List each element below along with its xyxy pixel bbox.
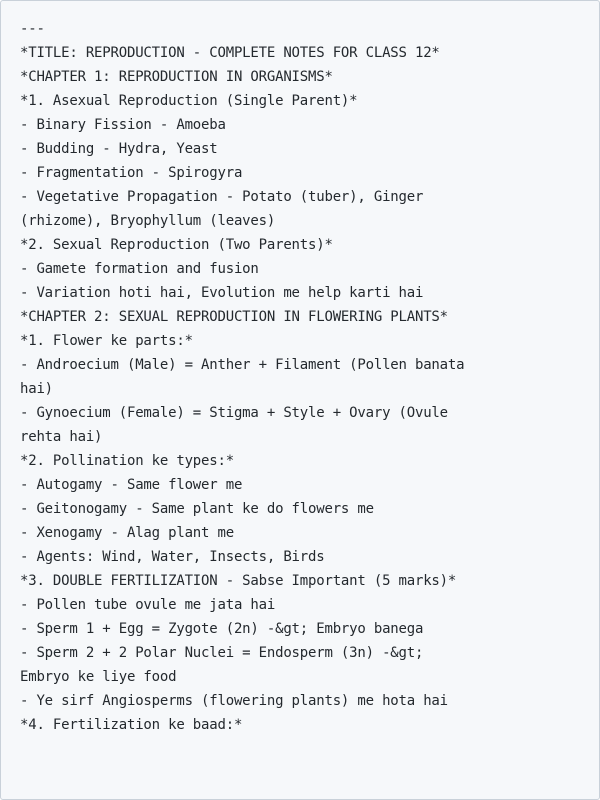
section-heading: *2. Pollination ke types:* [20, 453, 234, 469]
section-heading: *4. Fertilization ke baad:* [20, 717, 243, 733]
list-item-continuation: (rhizome), Bryophyllum (leaves) [20, 213, 276, 229]
list-item-continuation: Embryo ke liye food [20, 669, 177, 685]
list-item: - Binary Fission - Amoeba [20, 117, 226, 133]
section-heading: *2. Sexual Reproduction (Two Parents)* [20, 237, 333, 253]
list-item: - Fragmentation - Spirogyra [20, 165, 243, 181]
list-item-continuation: hai) [20, 381, 53, 397]
chapter-heading: *CHAPTER 2: SEXUAL REPRODUCTION IN FLOWERING PLANTS* [20, 309, 448, 325]
list-item-continuation: rehta hai) [20, 429, 103, 445]
list-item: - Budding - Hydra, Yeast [20, 141, 218, 157]
list-item: - Variation hoti hai, Evolution me help karti hai [20, 285, 424, 301]
text-line: --- [20, 21, 45, 37]
section-heading: *1. Asexual Reproduction (Single Parent)* [20, 93, 358, 109]
list-item: - Androecium (Male) = Anther + Filament (Pollen banata [20, 357, 465, 373]
list-item: - Pollen tube ovule me jata hai [20, 597, 276, 613]
list-item: - Vegetative Propagation - Potato (tuber), Ginger [20, 189, 424, 205]
section-heading: *3. DOUBLE FERTILIZATION - Sabse Important (5 marks)* [20, 573, 457, 589]
list-item: - Sperm 2 + 2 Polar Nuclei = Endosperm (3n) -&gt; [20, 645, 424, 661]
list-item: - Geitonogamy - Same plant ke do flowers me [20, 501, 374, 517]
list-item: - Agents: Wind, Water, Insects, Birds [20, 549, 325, 565]
list-item: - Xenogamy - Alag plant me [20, 525, 234, 541]
list-item: - Autogamy - Same flower me [20, 477, 243, 493]
list-item: - Gamete formation and fusion [20, 261, 259, 277]
list-item: - Gynoecium (Female) = Stigma + Style + Ovary (Ovule [20, 405, 448, 421]
document-title: *TITLE: REPRODUCTION - COMPLETE NOTES FOR CLASS 12* [20, 45, 440, 61]
list-item: - Sperm 1 + Egg = Zygote (2n) -&gt; Embryo banega [20, 621, 424, 637]
list-item: - Ye sirf Angiosperms (flowering plants) me hota hai [20, 693, 448, 709]
section-heading: *1. Flower ke parts:* [20, 333, 193, 349]
chapter-heading: *CHAPTER 1: REPRODUCTION IN ORGANISMS* [20, 69, 333, 85]
